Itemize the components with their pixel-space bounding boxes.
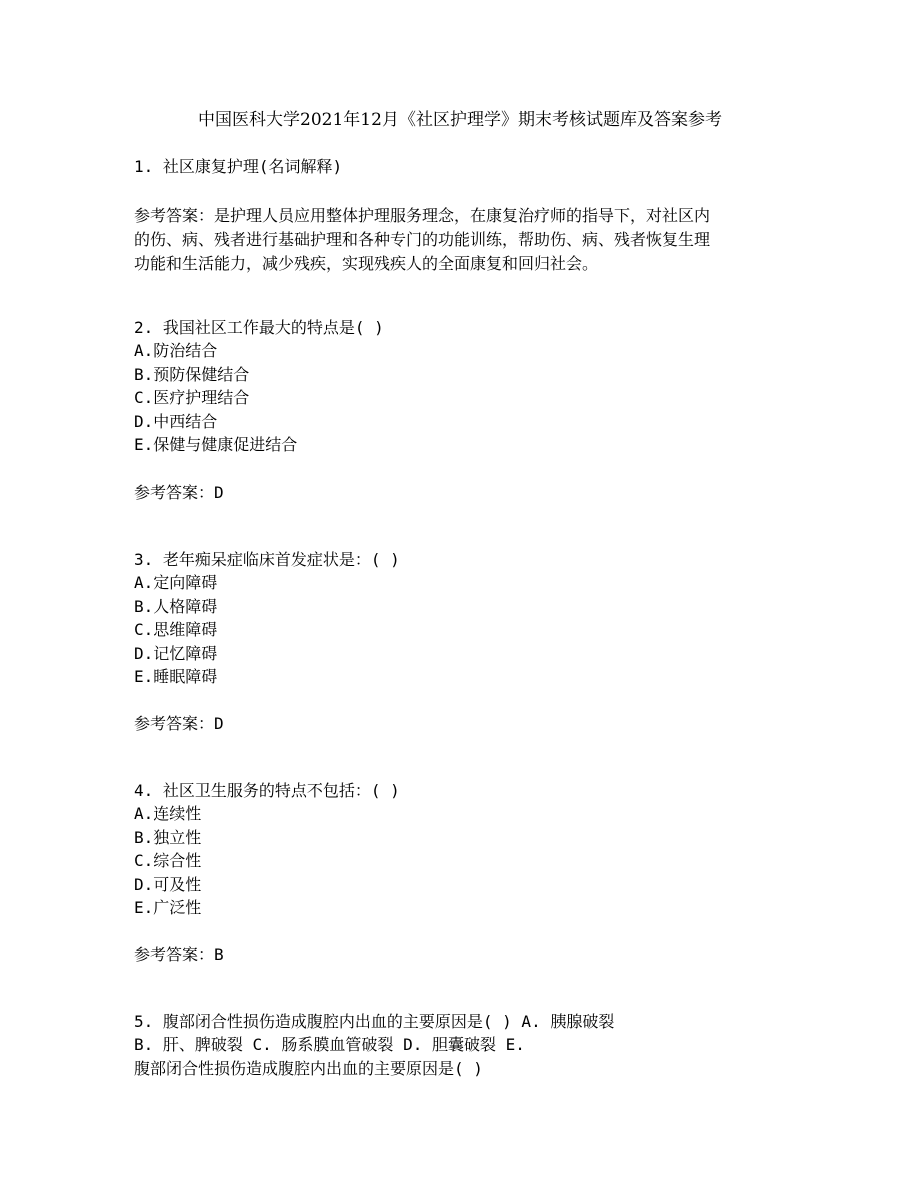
question-1-answer [134, 204, 788, 275]
question-4 [134, 779, 794, 919]
document-title: 中国医科大学2021年12月《社区护理学》期末考核试题库及答案参考 [198, 110, 722, 130]
option-b: B.独立性 [134, 827, 202, 847]
question-1 [134, 155, 794, 178]
option-b: B.人格障碍 [134, 596, 218, 616]
answer-line: 的伤、病、残者进行基础护理和各种专门的功能训练，帮助伤、病、残者恢复生理 [134, 229, 711, 249]
question-1-text: 1. 社区康复护理(名词解释) [134, 157, 343, 176]
option-a: A.定向障碍 [134, 573, 218, 593]
question-2-text: 2. 我国社区工作最大的特点是( ) [134, 318, 384, 337]
answer-line: 功能和生活能力，减少残疾，实现残疾人的全面康复和回归社会。 [134, 253, 599, 273]
answer-text: 参考答案：D [134, 483, 224, 502]
question-4-answer [134, 943, 794, 966]
option-d: D.可及性 [134, 874, 202, 894]
option-c: C.综合性 [134, 851, 202, 871]
question-5-line: 5. 腹部闭合性损伤造成腹腔内出血的主要原因是( ) A. 胰腺破裂 [134, 1012, 615, 1031]
option-c: C.思维障碍 [134, 620, 218, 640]
question-5-line: 腹部闭合性损伤造成腹腔内出血的主要原因是( ) [134, 1058, 483, 1078]
option-a: A.连续性 [134, 804, 202, 824]
option-e: E.保健与健康促进结合 [134, 434, 298, 454]
option-e: E.广泛性 [134, 897, 202, 917]
answer-text: 参考答案：B [134, 945, 224, 964]
answer-line: 参考答案：是护理人员应用整体护理服务理念，在康复治疗师的指导下，对社区内 [134, 206, 711, 225]
answer-text: 参考答案：D [134, 714, 224, 733]
option-e: E.睡眠障碍 [134, 666, 218, 686]
question-3 [134, 548, 794, 688]
option-a: A.防治结合 [134, 341, 218, 361]
option-b: B.预防保健结合 [134, 364, 250, 384]
question-5 [134, 1010, 794, 1080]
question-3-text: 3. 老年痴呆症临床首发症状是：( ) [134, 550, 400, 569]
question-3-answer [134, 712, 794, 735]
question-2 [134, 316, 794, 456]
option-d: D.中西结合 [134, 411, 218, 431]
option-d: D.记忆障碍 [134, 643, 218, 663]
question-5-line: B. 肝、脾破裂 C. 肠系膜血管破裂 D. 胆囊破裂 E. [134, 1035, 525, 1055]
question-2-answer [134, 481, 794, 504]
option-c: C.医疗护理结合 [134, 388, 250, 408]
question-4-text: 4. 社区卫生服务的特点不包括：( ) [134, 781, 400, 800]
